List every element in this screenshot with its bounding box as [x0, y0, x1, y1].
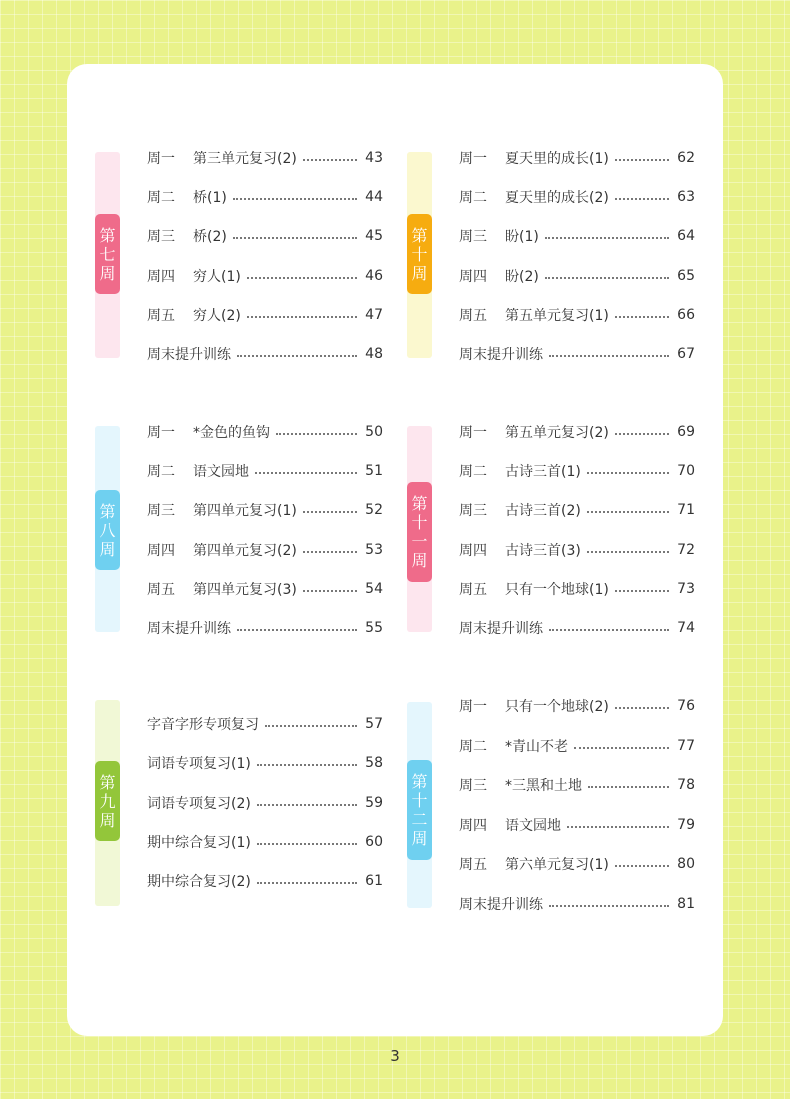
toc-entry[interactable] — [459, 579, 695, 599]
toc-entry-day: 周四 — [459, 542, 487, 559]
toc-entry[interactable] — [147, 500, 383, 520]
toc-entry[interactable] — [459, 266, 695, 286]
toc-entry-title: *青山不老 — [505, 738, 568, 755]
toc-entry-title: 夏天里的成长(2) — [505, 190, 609, 207]
toc-entry-day: 周五 — [147, 307, 175, 324]
toc-entry-day: 周二 — [147, 464, 175, 481]
toc-entry[interactable] — [147, 266, 383, 286]
dot-leader — [247, 277, 357, 279]
toc-entry-title: 第五单元复习(1) — [505, 307, 609, 324]
toc-entry-page: 50 — [365, 424, 383, 440]
week-label: 第 八 周 — [95, 490, 120, 570]
dot-leader — [303, 551, 357, 553]
toc-entry-day: 周三 — [459, 229, 487, 246]
toc-entry-day: 周四 — [147, 542, 175, 559]
dot-leader — [615, 707, 669, 709]
toc-entry-title: 语文园地 — [193, 464, 249, 481]
toc-entry-page: 81 — [677, 896, 695, 912]
toc-entry[interactable] — [459, 500, 695, 520]
toc-entry-title: 穷人(1) — [193, 268, 241, 285]
week-12-section — [407, 696, 695, 913]
dot-leader — [587, 511, 669, 513]
toc-entry-day: 周二 — [147, 190, 175, 207]
toc-entry-day: 周四 — [459, 268, 487, 285]
toc-entry-title: 古诗三首(3) — [505, 542, 581, 559]
toc-entry-page: 60 — [365, 833, 383, 850]
dot-leader — [615, 865, 669, 867]
toc-entry-page: 66 — [677, 306, 695, 323]
dot-leader — [549, 629, 669, 631]
toc-entry-page: 57 — [365, 716, 383, 732]
dot-leader — [615, 198, 669, 200]
toc-entry-page: 77 — [677, 737, 695, 754]
toc-entry[interactable] — [147, 461, 383, 481]
toc-entry[interactable] — [459, 422, 695, 442]
week-label: 第 七 周 — [95, 214, 120, 294]
toc-entry-day: 周三 — [459, 503, 487, 520]
toc-entry[interactable] — [147, 226, 383, 246]
toc-entry-page: 65 — [677, 267, 695, 284]
toc-entry-day: 周一 — [459, 425, 487, 441]
toc-entry-day: 周五 — [459, 307, 487, 324]
dot-leader — [615, 433, 669, 435]
dot-leader — [303, 511, 357, 513]
toc-entry-title: 字音字形专项复习 — [147, 717, 259, 733]
page-number: 3 — [390, 1047, 400, 1065]
week-8-section — [95, 422, 383, 637]
toc-entry-page: 76 — [677, 698, 695, 714]
toc-entry-page: 63 — [677, 189, 695, 206]
dot-leader — [237, 629, 357, 631]
toc-entry[interactable] — [459, 187, 695, 207]
dot-leader — [549, 355, 669, 357]
toc-entry-title: 第四单元复习(2) — [193, 542, 297, 559]
toc-entry[interactable] — [459, 344, 695, 364]
toc-entry-title: *金色的鱼钩 — [193, 425, 270, 441]
toc-entry[interactable] — [459, 305, 695, 325]
dot-leader — [233, 198, 357, 200]
toc-entry-page: 51 — [365, 463, 383, 480]
toc-entry[interactable] — [147, 871, 383, 891]
dot-leader — [237, 355, 357, 357]
toc-entry-day: 周二 — [459, 738, 487, 755]
toc-entry-title: *三黑和土地 — [505, 778, 582, 795]
dot-leader — [549, 905, 669, 907]
toc-entry-day: 周一 — [459, 151, 487, 167]
toc-entry[interactable] — [147, 579, 383, 599]
dot-leader — [303, 159, 357, 161]
toc-entry-title: 第五单元复习(2) — [505, 425, 609, 441]
toc-entry-title: 盼(2) — [505, 268, 539, 285]
toc-entry-title: 周末提升训练 — [147, 347, 231, 363]
toc-entry[interactable] — [147, 344, 383, 364]
toc-entry[interactable] — [459, 461, 695, 481]
toc-entry-day: 周一 — [147, 151, 175, 167]
dot-leader — [588, 786, 669, 788]
toc-entry-day: 周五 — [459, 857, 487, 874]
toc-entry-day: 周五 — [459, 581, 487, 598]
week-label: 第 九 周 — [95, 761, 120, 841]
dot-leader — [545, 237, 669, 239]
toc-entry[interactable] — [459, 618, 695, 638]
toc-entry-page: 62 — [677, 150, 695, 166]
toc-entry[interactable] — [459, 226, 695, 246]
week-11-section — [407, 422, 695, 637]
toc-entry-day: 周三 — [147, 229, 175, 246]
toc-entry[interactable] — [459, 736, 695, 756]
toc-entry[interactable] — [459, 696, 695, 716]
week-label: 第 十 二 周 — [407, 760, 432, 860]
toc-entry-page: 46 — [365, 267, 383, 284]
toc-entry-page: 70 — [677, 463, 695, 480]
toc-entry-day: 周三 — [459, 778, 487, 795]
dot-leader — [276, 433, 357, 435]
toc-entry-title: 古诗三首(2) — [505, 503, 581, 520]
dot-leader — [257, 764, 357, 766]
toc-entry-title: 穷人(2) — [193, 307, 241, 324]
toc-entry-title: 第三单元复习(2) — [193, 151, 297, 167]
toc-entry-day: 周五 — [147, 581, 175, 598]
dot-leader — [615, 590, 669, 592]
dot-leader — [303, 590, 357, 592]
toc-entry-title: 第四单元复习(1) — [193, 503, 297, 520]
toc-entry-day: 周一 — [459, 699, 487, 715]
toc-entry-title: 语文园地 — [505, 817, 561, 834]
toc-entry[interactable] — [147, 793, 383, 813]
toc-entry-title: 期中综合复习(2) — [147, 874, 251, 891]
dot-leader — [233, 237, 357, 239]
toc-entry-day: 周四 — [147, 268, 175, 285]
toc-entry-title: 周末提升训练 — [459, 621, 543, 637]
toc-entry[interactable] — [147, 714, 383, 734]
toc-entry-page: 74 — [677, 620, 695, 636]
toc-entry-page: 55 — [365, 620, 383, 636]
dot-leader — [257, 843, 357, 845]
toc-entry-page: 44 — [365, 189, 383, 206]
dot-leader — [257, 804, 357, 806]
toc-entry-title: 桥(1) — [193, 190, 227, 207]
dot-leader — [255, 472, 357, 474]
toc-entry-page: 71 — [677, 502, 695, 519]
toc-entry[interactable] — [147, 753, 383, 773]
dot-leader — [567, 826, 669, 828]
toc-entry[interactable] — [147, 148, 383, 168]
toc-entry-title: 夏天里的成长(1) — [505, 151, 609, 167]
toc-entry-day: 周二 — [459, 464, 487, 481]
toc-entry-page: 61 — [365, 873, 383, 890]
toc-entry-title: 词语专项复习(1) — [147, 756, 251, 773]
dot-leader — [615, 316, 669, 318]
toc-entry[interactable] — [459, 148, 695, 168]
toc-entry-title: 古诗三首(1) — [505, 464, 581, 481]
toc-entry-title: 只有一个地球(2) — [505, 699, 609, 715]
toc-entry-page: 45 — [365, 228, 383, 245]
toc-entry[interactable] — [147, 187, 383, 207]
toc-entry[interactable] — [459, 815, 695, 835]
dot-leader — [545, 277, 669, 279]
toc-entry[interactable] — [147, 422, 383, 442]
toc-entry-page: 43 — [365, 150, 383, 166]
week-label: 第 十 周 — [407, 214, 432, 294]
week-7-section — [95, 148, 383, 363]
toc-entry-page: 69 — [677, 424, 695, 440]
toc-entry-title: 周末提升训练 — [147, 621, 231, 637]
toc-entry-page: 72 — [677, 541, 695, 558]
toc-entry-page: 67 — [677, 346, 695, 362]
toc-entry-page: 54 — [365, 580, 383, 597]
toc-entry[interactable] — [459, 775, 695, 795]
dot-leader — [265, 725, 357, 727]
toc-entry-title: 第四单元复习(3) — [193, 581, 297, 598]
toc-entry-page: 52 — [365, 502, 383, 519]
toc-entry-page: 79 — [677, 816, 695, 833]
toc-entry-day: 周一 — [147, 425, 175, 441]
toc-entry-day: 周三 — [147, 503, 175, 520]
dot-leader — [257, 882, 357, 884]
week-label: 第 十 一 周 — [407, 482, 432, 582]
toc-entry-page: 59 — [365, 794, 383, 811]
toc-entry-day: 周二 — [459, 190, 487, 207]
toc-entry-page: 58 — [365, 755, 383, 772]
toc-entry[interactable] — [459, 894, 695, 914]
toc-entry-page: 78 — [677, 777, 695, 794]
dot-leader — [247, 316, 357, 318]
toc-entry[interactable] — [147, 540, 383, 560]
toc-entry-title: 期中综合复习(1) — [147, 834, 251, 851]
toc-entry[interactable] — [459, 854, 695, 874]
toc-entry-title: 盼(1) — [505, 229, 539, 246]
toc-entry-title: 周末提升训练 — [459, 347, 543, 363]
toc-entry-page: 73 — [677, 580, 695, 597]
toc-entry-page: 80 — [677, 856, 695, 873]
toc-entry-title: 只有一个地球(1) — [505, 581, 609, 598]
toc-entry-day: 周四 — [459, 817, 487, 834]
toc-entry-title: 周末提升训练 — [459, 897, 543, 913]
dot-leader — [587, 472, 669, 474]
toc-entry-page: 53 — [365, 541, 383, 558]
toc-entry-title: 词语专项复习(2) — [147, 795, 251, 812]
dot-leader — [574, 747, 669, 749]
dot-leader — [587, 551, 669, 553]
toc-entry-page: 64 — [677, 228, 695, 245]
toc-entry[interactable] — [459, 540, 695, 560]
toc-entry-page: 48 — [365, 346, 383, 362]
week-9-section — [95, 714, 383, 908]
toc-entry-page: 47 — [365, 306, 383, 323]
toc-entry[interactable] — [147, 832, 383, 852]
dot-leader — [615, 159, 669, 161]
week-10-section — [407, 148, 695, 363]
toc-entry[interactable] — [147, 618, 383, 638]
toc-entry[interactable] — [147, 305, 383, 325]
toc-entry-title: 第六单元复习(1) — [505, 857, 609, 874]
toc-entry-title: 桥(2) — [193, 229, 227, 246]
